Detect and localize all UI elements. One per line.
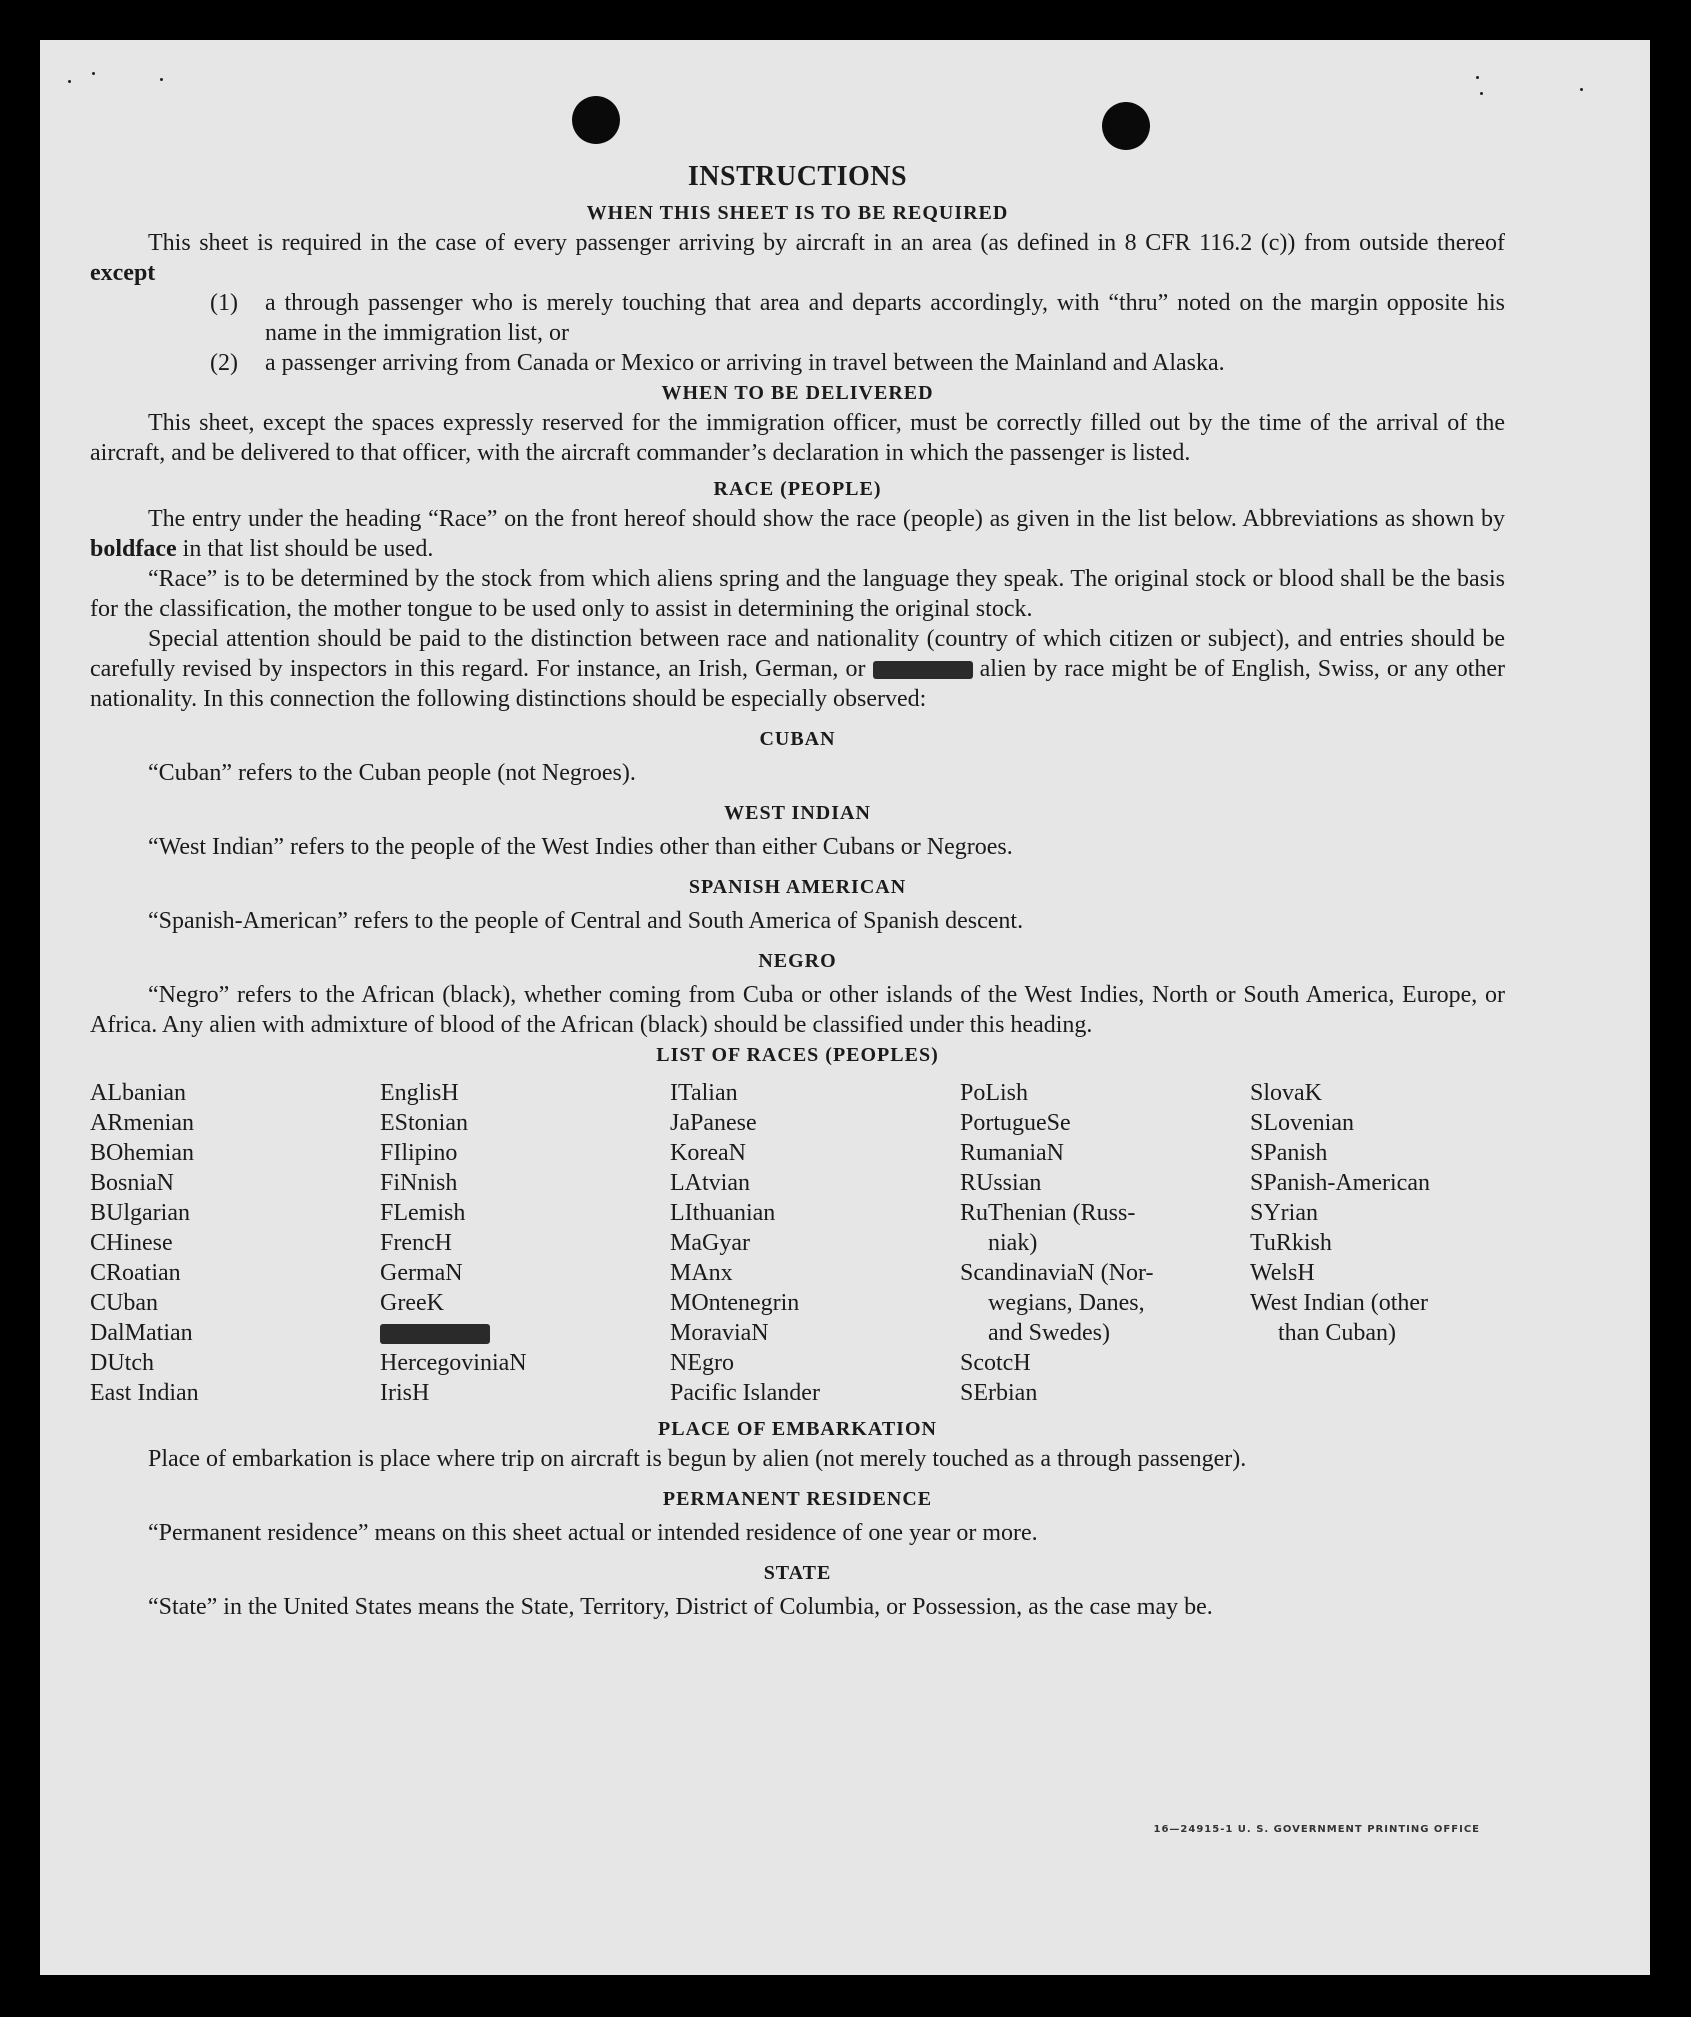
race-column-5 bbox=[1250, 1078, 1515, 1408]
race-item: CHinese bbox=[90, 1230, 173, 1256]
speck bbox=[68, 80, 71, 83]
section-heading-west-indian: WEST INDIAN bbox=[724, 802, 871, 824]
race-item: ScandinaviaN (Nor- bbox=[960, 1260, 1154, 1286]
race-list bbox=[90, 1078, 1505, 1408]
race-item: NEgro bbox=[670, 1350, 734, 1376]
race-item: FrencH bbox=[380, 1230, 452, 1256]
race-item: WelsH bbox=[1250, 1260, 1315, 1286]
race-item: SPanish-American bbox=[1250, 1170, 1430, 1196]
race-item-continuation: than Cuban) bbox=[1278, 1320, 1396, 1346]
race-item: BosniaN bbox=[90, 1170, 174, 1196]
speck bbox=[1480, 92, 1483, 95]
race-paragraph-1: The entry under the heading “Race” on the front hereof should show the race (people) as given in the list below. Abbreviations as shown by boldface in that list should be used. bbox=[90, 506, 1505, 562]
race-item: ALbanian bbox=[90, 1080, 186, 1106]
section-heading-when-delivered: WHEN TO BE DELIVERED bbox=[661, 382, 934, 404]
document-sheet bbox=[40, 40, 1650, 1975]
race-item: SPanish bbox=[1250, 1140, 1328, 1166]
page-title: INSTRUCTIONS bbox=[687, 161, 908, 192]
race-item: LAtvian bbox=[670, 1170, 750, 1196]
negro-text: “Negro” refers to the African (black), whether coming from Cuba or other islands of the West Indies, North or South America, Europe, or Africa. Any alien with admixture of blood of the African (black) should be classified under this heading. bbox=[90, 982, 1505, 1038]
section-heading-permanent-residence: PERMANENT RESIDENCE bbox=[662, 1488, 933, 1510]
race-item: EStonian bbox=[380, 1110, 468, 1136]
race-item: RumaniaN bbox=[960, 1140, 1064, 1166]
race-item: MAnx bbox=[670, 1260, 733, 1286]
race-item: ScotcH bbox=[960, 1350, 1031, 1376]
section-heading-list-of-races: LIST OF RACES (PEOPLES) bbox=[656, 1044, 939, 1066]
race-column-2 bbox=[380, 1078, 670, 1408]
race-item: KoreaN bbox=[670, 1140, 746, 1166]
speck bbox=[160, 78, 163, 81]
redaction-mark bbox=[380, 1324, 490, 1344]
race-item: CUban bbox=[90, 1290, 158, 1316]
instructions-content bbox=[90, 160, 1505, 1622]
race-item: DUtch bbox=[90, 1350, 154, 1376]
exception-item: (2) a passenger arriving from Canada or Mexico or arriving in travel between the Mainland and Alaska. bbox=[210, 350, 1225, 376]
race-item-continuation: niak) bbox=[988, 1230, 1038, 1256]
race-item: RUssian bbox=[960, 1170, 1042, 1196]
race-item: SErbian bbox=[960, 1380, 1038, 1406]
speck bbox=[1580, 88, 1583, 91]
spanish-american-text: “Spanish-American” refers to the people of Central and South America of Spanish descent. bbox=[148, 908, 1024, 934]
race-item: TuRkish bbox=[1250, 1230, 1332, 1256]
race-item: Pacific Islander bbox=[670, 1380, 820, 1406]
race-paragraph-3: Special attention should be paid to the distinction between race and nationality (country of which citizen or subject), and entries should be carefully revised by inspectors in this regard. For instance, an Irish, German, or alien by race might be of English, Swiss, or any other nationality. In this connection the following distinctions should be especially observed: bbox=[90, 626, 1506, 712]
when-required-intro: This sheet is required in the case of every passenger arriving by aircraft in an area (as defined in 8 CFR 116.2 (c)) from outside thereof except bbox=[90, 230, 1505, 286]
race-item: GermaN bbox=[380, 1260, 463, 1286]
section-heading-cuban: CUBAN bbox=[759, 728, 836, 750]
race-column-1 bbox=[90, 1078, 380, 1408]
permanent-residence-text: “Permanent residence” means on this sheet actual or intended residence of one year or more. bbox=[148, 1520, 1038, 1546]
west-indian-text: “West Indian” refers to the people of the West Indies other than either Cubans or Negroes. bbox=[148, 834, 1013, 860]
section-heading-race: RACE (PEOPLE) bbox=[713, 478, 882, 500]
exception-item: (1) a through passenger who is merely touching that area and departs accordingly, with “thru” noted on the margin opposite his name in the immigration list, or bbox=[210, 290, 1505, 346]
speck bbox=[92, 72, 95, 75]
redaction-mark bbox=[873, 661, 973, 679]
race-item: GreeK bbox=[380, 1290, 444, 1316]
section-heading-spanish-american: SPANISH AMERICAN bbox=[688, 876, 907, 898]
section-heading-when-required: WHEN THIS SHEET IS TO BE REQUIRED bbox=[586, 202, 1009, 224]
race-column-4 bbox=[960, 1078, 1250, 1408]
race-item: BUlgarian bbox=[90, 1200, 190, 1226]
race-item: FLemish bbox=[380, 1200, 466, 1226]
race-item: RuThenian (Russ- bbox=[960, 1200, 1136, 1226]
race-item: IrisH bbox=[380, 1380, 430, 1406]
race-item: West Indian (other bbox=[1250, 1290, 1429, 1316]
race-column-3 bbox=[670, 1078, 960, 1408]
punch-hole bbox=[572, 96, 620, 144]
race-item: LIthuanian bbox=[670, 1200, 776, 1226]
race-item-redacted bbox=[380, 1318, 670, 1348]
race-item: PortugueSe bbox=[960, 1110, 1071, 1136]
race-item: EnglisH bbox=[380, 1080, 459, 1106]
cuban-text: “Cuban” refers to the Cuban people (not Negroes). bbox=[148, 760, 636, 786]
printing-office-footer: 16—24915-1 U. S. GOVERNMENT PRINTING OFFICE bbox=[1153, 1824, 1480, 1835]
race-item: CRoatian bbox=[90, 1260, 181, 1286]
race-item: BOhemian bbox=[90, 1140, 194, 1166]
race-item: SlovaK bbox=[1250, 1080, 1322, 1106]
race-item: HercegoviniaN bbox=[380, 1350, 527, 1376]
punch-hole bbox=[1102, 102, 1150, 150]
race-item: JaPanese bbox=[670, 1110, 757, 1136]
race-item: MaGyar bbox=[670, 1230, 750, 1256]
section-heading-state: STATE bbox=[763, 1562, 832, 1584]
speck bbox=[1476, 76, 1479, 79]
race-item: ARmenian bbox=[90, 1110, 194, 1136]
race-item: FiNnish bbox=[380, 1170, 458, 1196]
section-heading-negro: NEGRO bbox=[758, 950, 837, 972]
race-item: MoraviaN bbox=[670, 1320, 769, 1346]
race-paragraph-2: “Race” is to be determined by the stock from which aliens spring and the language they speak. The original stock or blood shall be the basis for the classification, the mother tongue to be used only to assist in determining the original stock. bbox=[90, 566, 1505, 622]
race-item-continuation: wegians, Danes, bbox=[988, 1290, 1145, 1316]
race-item: ITalian bbox=[670, 1080, 738, 1106]
race-item: PoLish bbox=[960, 1080, 1029, 1106]
race-item: SLovenian bbox=[1250, 1110, 1354, 1136]
race-item: SYrian bbox=[1250, 1200, 1318, 1226]
race-item: MOntenegrin bbox=[670, 1290, 800, 1316]
when-delivered-text: This sheet, except the spaces expressly reserved for the immigration officer, must be correctly filled out by the time of the arrival of the aircraft, and be delivered to that officer, with the aircraft commander’s declaration in which the passenger is listed. bbox=[90, 410, 1505, 466]
place-of-embarkation-text: Place of embarkation is place where trip on aircraft is begun by alien (not merely touched as a through passenger). bbox=[148, 1446, 1247, 1472]
race-item: DalMatian bbox=[90, 1320, 193, 1346]
state-text: “State” in the United States means the State, Territory, District of Columbia, or Possession, as the case may be. bbox=[148, 1594, 1213, 1620]
race-item: FIlipino bbox=[380, 1140, 458, 1166]
race-item-continuation: and Swedes) bbox=[988, 1320, 1110, 1346]
section-heading-place-of-embarkation: PLACE OF EMBARKATION bbox=[658, 1418, 937, 1440]
race-item: East Indian bbox=[90, 1380, 199, 1406]
